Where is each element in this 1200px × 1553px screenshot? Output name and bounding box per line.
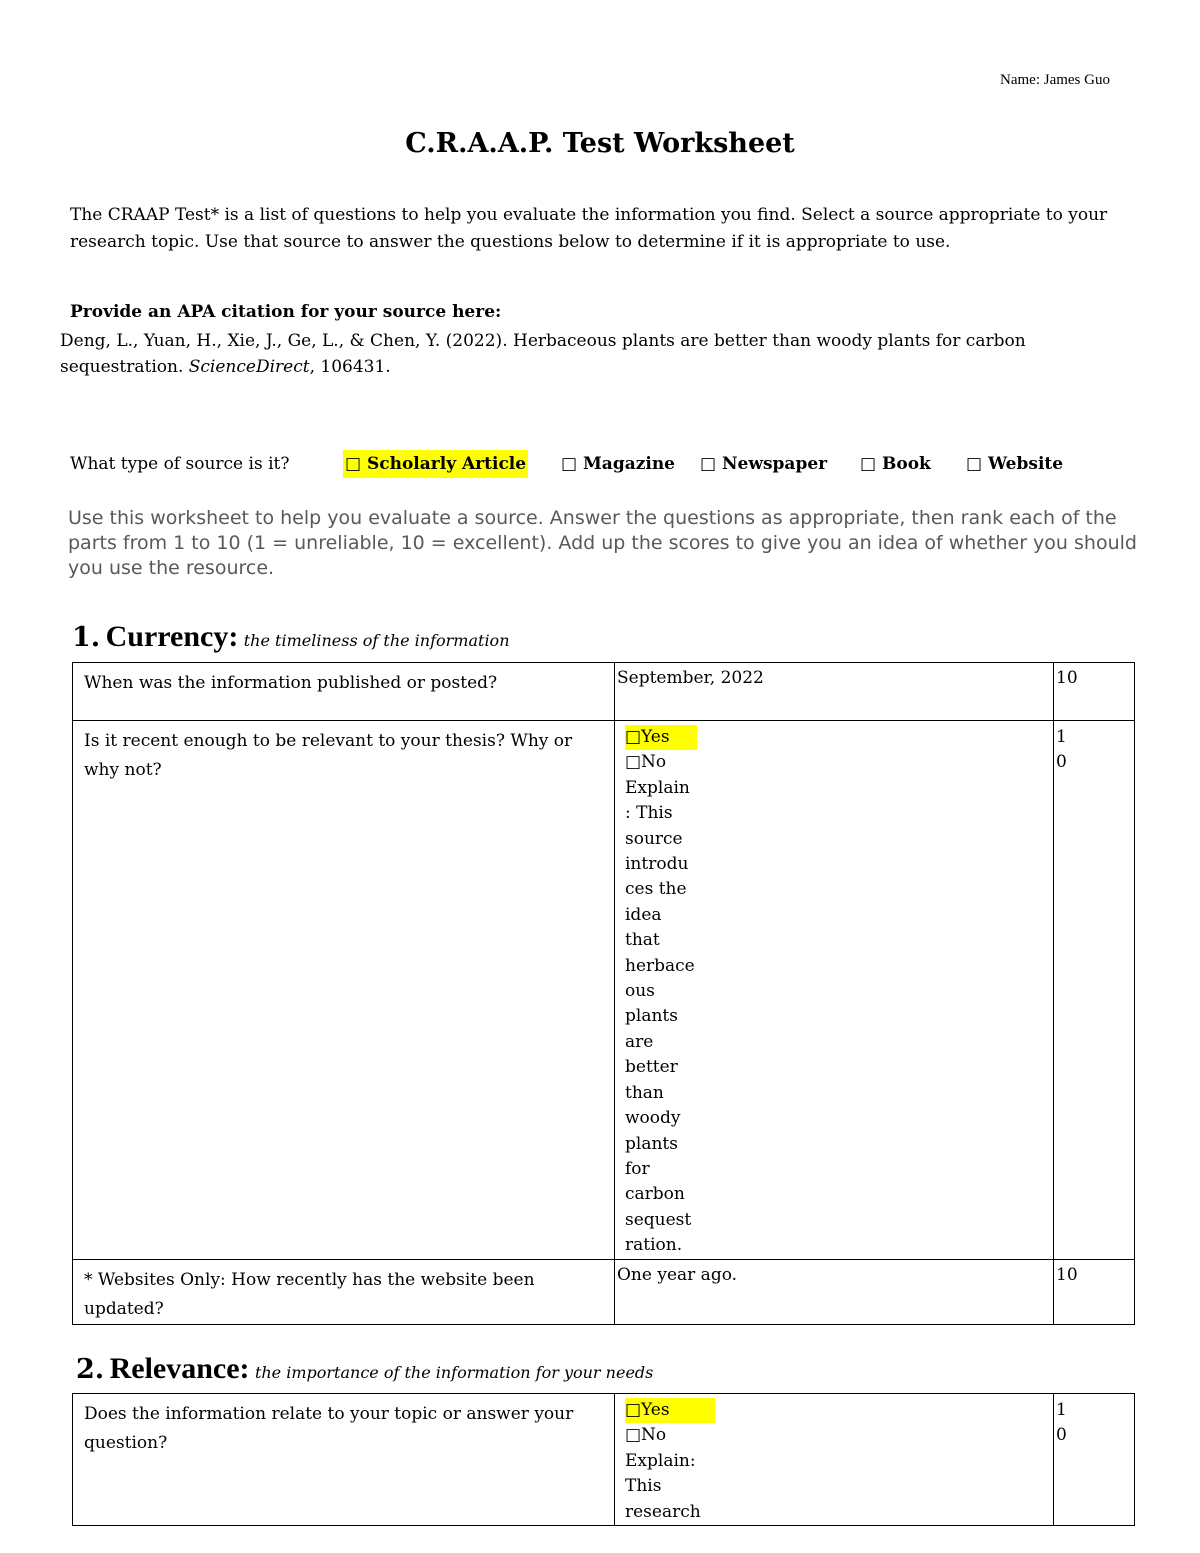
score-line: 1 xyxy=(1056,1400,1067,1420)
answer-line: idea xyxy=(625,904,662,925)
citation-text xyxy=(60,328,1070,380)
table-row xyxy=(73,721,1135,1260)
table-row xyxy=(73,663,1135,721)
answer-line: This xyxy=(625,1476,662,1497)
section-title: Relevance: xyxy=(109,1352,250,1385)
currency-table xyxy=(72,662,1135,1325)
section-subtitle: the timeliness of the information xyxy=(243,631,510,650)
question-cell: When was the information published or posted? xyxy=(73,663,615,721)
citation-tail: , 106431. xyxy=(309,357,391,377)
answer-line: ous xyxy=(625,981,655,1002)
answer-line: ration. xyxy=(625,1235,683,1256)
answer-line: sequest xyxy=(625,1209,692,1230)
option-book[interactable]: □ Book xyxy=(860,454,931,474)
answer-line: Explain: xyxy=(625,1450,696,1471)
answer-line: are xyxy=(625,1031,654,1052)
source-type-question: What type of source is it? xyxy=(70,454,290,474)
answer-line: research xyxy=(625,1501,701,1522)
section-subtitle: the importance of the information for your needs xyxy=(254,1363,654,1382)
citation-journal: ScienceDirect xyxy=(188,357,310,377)
table-row xyxy=(73,1259,1135,1324)
relevance-table xyxy=(72,1393,1135,1526)
answer-line: for xyxy=(625,1158,650,1179)
option-scholarly-article[interactable]: □ Scholarly Article xyxy=(343,450,528,478)
score-cell[interactable] xyxy=(1054,721,1135,1260)
answer-line: plants xyxy=(625,1133,678,1154)
table-row xyxy=(73,1394,1135,1526)
answer-lines xyxy=(625,1398,715,1525)
score-line: 1 xyxy=(1056,727,1067,747)
answer-line: than xyxy=(625,1082,664,1103)
section-number: 2. xyxy=(76,1354,105,1385)
answer-line: source xyxy=(625,828,683,849)
option-website[interactable]: □ Website xyxy=(966,454,1064,474)
score-line: 0 xyxy=(1056,752,1067,773)
question-cell: Does the information relate to your topic or answer your question? xyxy=(73,1394,615,1526)
score-cell[interactable]: 10 xyxy=(1054,663,1135,721)
option-magazine[interactable]: □ Magazine xyxy=(561,454,676,474)
section-heading-relevance xyxy=(76,1352,653,1386)
score-cell[interactable]: 10 xyxy=(1054,1259,1135,1324)
answer-line: plants xyxy=(625,1006,678,1027)
answer-line: : This xyxy=(625,803,673,824)
section-title: Currency: xyxy=(105,620,239,653)
citation-authors: Deng, L., Yuan, H., Xie, J., Ge, L., & Chen, Y. (2022). Herbaceous plants are better than woody plants for carbon sequestration. xyxy=(60,331,1026,377)
answer-line: ces the xyxy=(625,879,687,900)
name-line: Name: James Guo xyxy=(1000,72,1110,88)
answer-lines xyxy=(625,725,697,1259)
answer-line: herbace xyxy=(625,955,695,976)
intro-paragraph: The CRAAP Test* is a list of questions to help you evaluate the information you find. Select a source appropriate to your research topic. Use that source to answer the questions below to determine if it is appropriate to use. xyxy=(70,205,1108,252)
no-checkbox[interactable]: □No xyxy=(625,1425,667,1446)
section-heading-currency xyxy=(72,620,510,654)
instructions: Use this worksheet to help you evaluate a source. Answer the questions as appropriate, then rank each of the parts from 1 to 10 (1 = unreliable, 10 = excellent). Add up the scores to give you an idea of whether you should you use the resource. xyxy=(68,507,1137,579)
section-number: 1. xyxy=(72,622,101,653)
answer-line: Explain xyxy=(625,777,690,798)
answer-cell[interactable]: September, 2022 xyxy=(615,663,1054,721)
question-cell: * Websites Only: How recently has the website been updated? xyxy=(73,1259,615,1324)
yes-checkbox[interactable]: □Yes xyxy=(625,725,697,750)
citation-label: Provide an APA citation for your source here: xyxy=(70,302,502,322)
answer-line: woody xyxy=(625,1108,681,1129)
answer-cell[interactable] xyxy=(615,1394,1054,1526)
answer-line: better xyxy=(625,1057,678,1078)
answer-cell[interactable]: One year ago. xyxy=(615,1259,1054,1324)
page-title: C.R.A.A.P. Test Worksheet xyxy=(405,128,795,159)
answer-line: that xyxy=(625,930,660,951)
answer-line: carbon xyxy=(625,1184,685,1205)
score-cell[interactable] xyxy=(1054,1394,1135,1526)
yes-checkbox[interactable]: □Yes xyxy=(625,1398,715,1423)
question-cell: Is it recent enough to be relevant to your thesis? Why or why not? xyxy=(73,721,615,1260)
option-newspaper[interactable]: □ Newspaper xyxy=(700,454,828,474)
score-line: 0 xyxy=(1056,1425,1067,1446)
answer-line: introdu xyxy=(625,854,689,875)
answer-cell[interactable] xyxy=(615,721,1054,1260)
no-checkbox[interactable]: □No xyxy=(625,752,667,773)
